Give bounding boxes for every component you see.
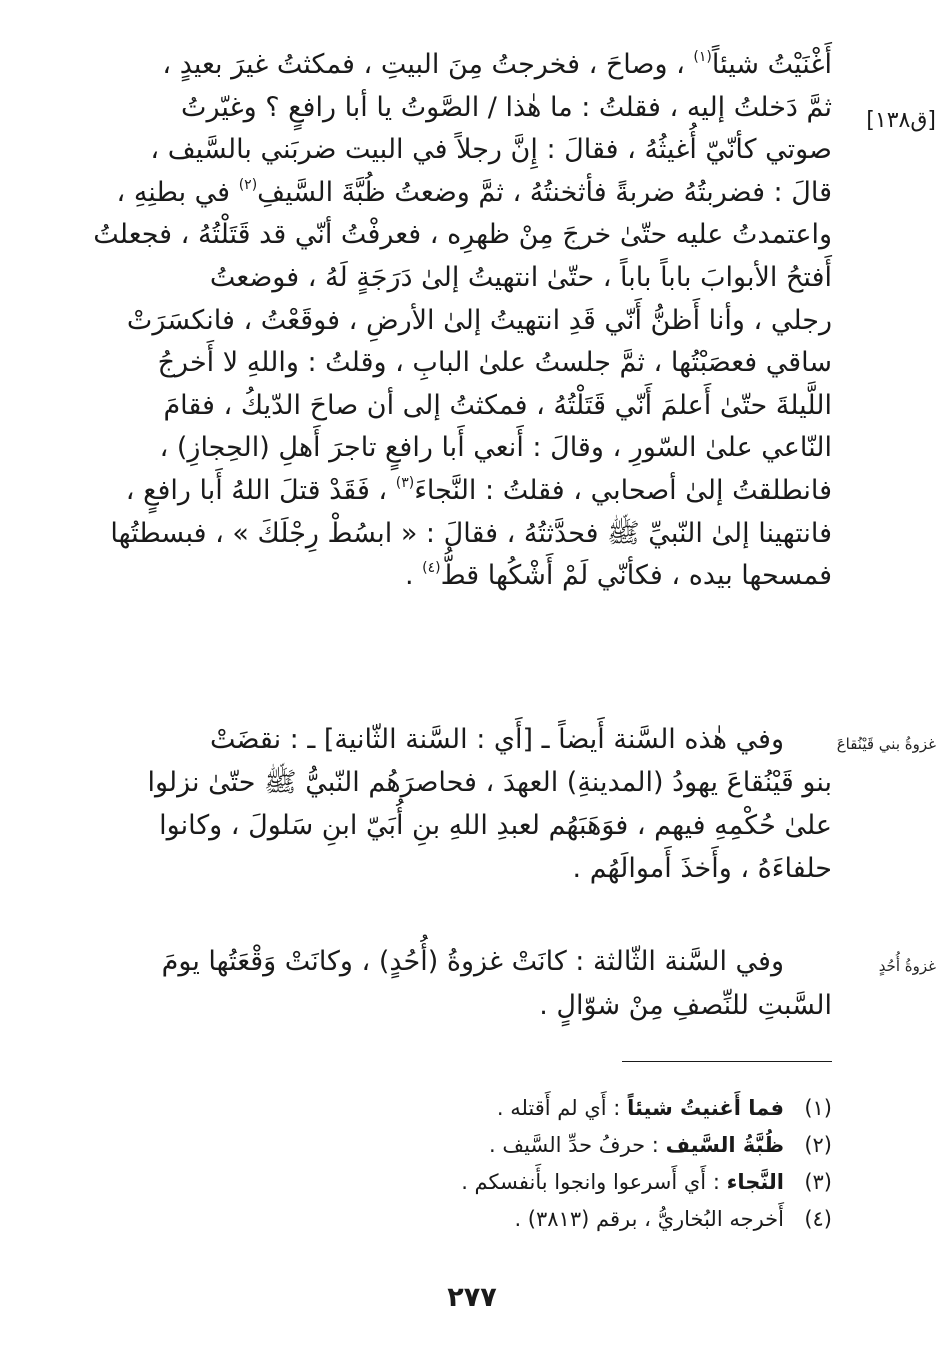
text-line: وفي السَّنة الثّالثة : كانَتْ غزوةُ (أُحُدٍ) ، وكانَتْ وَقْعَتُها يومَ [161,946,784,977]
footnote-term: النَّجاء [726,1170,784,1194]
margin-note-uhud: غزوةُ أُحُدٍ [878,957,936,975]
main-paragraph-1 [93,44,832,598]
footnote-1 [272,1090,832,1127]
text-line: ساقي فعصَبْتُها ، ثمَّ جلستُ علىٰ البابِ ، وقلتُ : واللهِ لا أَخرجُ [157,347,832,379]
text-line: ثمَّ دَخلتُ إليه ، فقلتُ : ما هٰذا / الصَّوتُ يا أبا رافعٍ ؟ وغيّرتُ [181,91,832,123]
text-line: اللَّيلةَ حتّىٰ أَعلمَ أَنّي قَتَلْتُهُ ، فمكثتُ إلى أن صاحَ الدّيكُ ، فقامَ [163,389,832,421]
text-line: فمسحها بيده ، فكأنّي لَمْ أَشْكُها قطُّ$^{(٤)}$ . [404,560,832,592]
text-line: وفي هٰذه السَّنة أَيضاً ـ [أَي : السَّنة الثّانية] ـ : نقضَتْ [209,724,784,755]
footnote-number: (١) [804,1096,832,1120]
manuscript-folio-marker: [ق١٣٨] [866,108,936,133]
footnote-separator [622,1061,832,1062]
margin-note-qaynuqa: غزوةُ بني قَيْنُقاعَ [836,735,936,753]
footnote-ref-3[interactable]: (٣) [395,474,415,491]
text-line: صوتي كأنّيّ أُغيثُهُ ، فقالَ : إِنَّ رجلاً في البيت ضربَني بالسَّيف ، [150,134,832,166]
footnotes [272,1090,832,1238]
text-line: فانتهينا إلىٰ النّبيِّ ﷺ فحدَّثتُهُ ، فقالَ : « ابسُطْ رِجْلَكَ » ، فبسطتُها [110,517,832,549]
text-line: علىٰ حُكْمِهِ فيهم ، فوَهَبَهُم لعبدِ اللهِ بنِ أُبَيّ ابنِ سَلولَ ، وكانوا [159,810,832,841]
main-paragraph-2 [147,718,832,890]
text-line: فانطلقتُ إلىٰ أصحابي ، فقلتُ : النَّجاءَ$^{(٣)}$ ، فَقَدْ قتلَ اللهُ أَبا رافعٍ ، [125,474,832,506]
footnote-text: : أَي لم أَقتله . [496,1096,628,1120]
footnote-text: : أَي أَسرعوا وانجوا بأَنفسكم . [461,1170,727,1194]
text-line: النّاعي علىٰ السّورِ ، وقالَ : أَنعي أَبا رافعٍ تاجرَ أَهلِ (الحِجازِ) ، [159,432,832,464]
footnote-number: (٣) [804,1170,832,1194]
text-line: أَفتحُ الأبوابَ باباً باباً ، حتّىٰ انتهيتُ إلىٰ دَرَجَةٍ لَهُ ، فوضعتُ [209,261,832,293]
footnote-ref-4[interactable]: (٤) [422,560,441,577]
page-number: ٢٧٧ [447,1282,497,1313]
footnote-2 [272,1127,832,1164]
footnote-text: أَخرجه البُخاريُّ ، برقم (٣٨١٣) . [514,1207,784,1231]
text-line: حلفاءَهُ ، وأَخذَ أَموالَهُم . [572,853,832,884]
footnote-ref-1[interactable]: (١) [693,49,712,65]
text-line: رجلي ، وأنا أَظنُّ أَنّي قَدِ انتهيتُ إلىٰ الأرضِ ، فوقَعْتُ ، فانكسَرَتْ [126,304,832,336]
footnote-4 [272,1201,832,1238]
footnote-3 [272,1164,832,1201]
footnote-text: : حرفُ حدِّ السَّيف . [489,1133,666,1157]
main-paragraph-3 [160,940,832,1028]
footnote-number: (٤) [804,1207,832,1231]
text-line: واعتمدتُ عليه حتّىٰ خرجَ مِنْ ظهرِه ، فعرفْتُ أنّي قد قَتَلْتُهُ ، فجعلتُ [93,219,832,251]
footnote-number: (٢) [804,1133,832,1157]
text-line: السَّبتِ للنِّصفِ مِنْ شوّالٍ . [539,990,832,1021]
text-line: أَغْنَيْتُ شيئاً$^{(١)}$ ، وصاحَ ، فخرجتُ مِنَ البيتِ ، فمكثتُ غيرَ بعيدٍ ، [162,49,832,80]
footnote-term: فما أَغنيتُ شيئاً [627,1096,784,1120]
text-line: قالَ : فضربتُهُ ضربةً فأثخنتُهُ ، ثمَّ وضعتُ ظُبَّةَ السَّيفِ$^{(٢)}$ في بطنِهِ ، [116,176,832,208]
footnote-ref-2[interactable]: (٢) [238,176,258,193]
text-line: بنو قَيْنُقاعَ يهودُ (المدينةِ) العهدَ ، فحاصرَهُم النّبيُّ ﷺ حتّىٰ نزلوا [147,767,832,798]
footnote-term: ظُبَّةُ السَّيف [665,1133,784,1157]
